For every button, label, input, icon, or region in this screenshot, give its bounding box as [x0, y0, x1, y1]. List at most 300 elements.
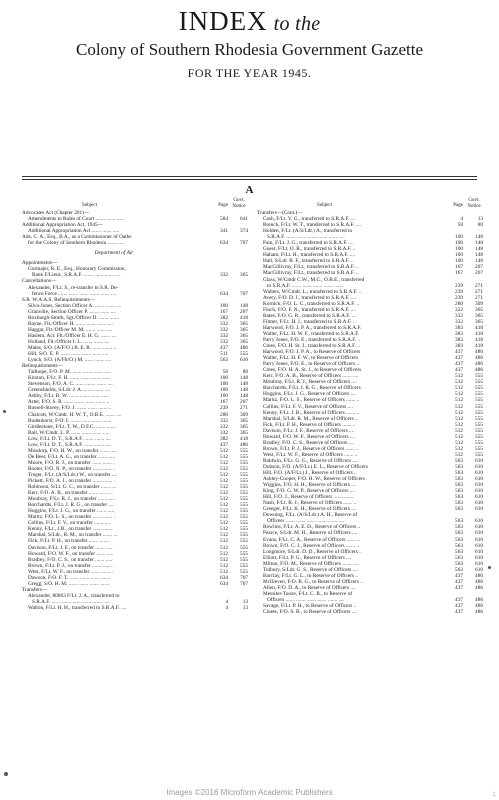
entry-page: 437: [455, 572, 463, 579]
entry-notice: 555: [240, 532, 248, 539]
entry-subject: Cloete, F/O. S. B., to Reserve of Officers ....: [263, 609, 357, 616]
entry-notice: 13: [242, 605, 248, 611]
entry-subject: Kirston, F/Lt. F. H. ....... ....... ....... ......: [28, 375, 110, 382]
entry-subject: Ball, W/Cmdr. L. P. ....... ....... ....... .....: [28, 429, 110, 436]
entry-notice: 365: [240, 417, 248, 424]
copyright-footer: Images ©2016 Microform Academic Publishers: [166, 788, 333, 797]
entry-subject: Collins, F/Lt. F. V., on transfer ....... ....: [28, 520, 110, 527]
entry-subject: Crees, F/O. H. A. St. J., to Reserve of Officers: [263, 367, 362, 374]
entry-page: 4: [460, 216, 463, 223]
entry-page: 437: [455, 349, 463, 356]
entry-subject: Huggins, F/Lt. J. G., on transfer ....... .....: [28, 508, 115, 515]
entry-subject: Granville, Section Officer P. ....... ....... ....: [28, 308, 116, 315]
entry-page: 437: [220, 344, 228, 351]
entry-notice: 555: [240, 490, 248, 497]
colony-title: [0, 39, 499, 61]
entry-page: 437: [455, 367, 463, 374]
entry-page: 332: [220, 417, 228, 424]
scan-speck: [488, 566, 491, 569]
entry-page: 512: [220, 526, 228, 533]
entry-subject: Hill, F/O. (A/F/Lt.) J., Reserve of Officers ..: [263, 470, 357, 477]
entry-page: 563: [455, 494, 463, 501]
entry-subject: Additional Appropriation Act, 1945—: [22, 222, 103, 229]
entry-page: 512: [220, 556, 228, 563]
entry-notice: 148: [240, 302, 248, 309]
entry-page: 512: [220, 465, 228, 472]
entry-notice: 13: [477, 216, 483, 223]
entry-notice: 365: [240, 338, 248, 345]
entry-notice: 610: [475, 566, 483, 573]
entry-subject: Silva-Jones, Section Officer A. ....... ....... ....: [28, 302, 122, 309]
entry-page: 383: [455, 330, 463, 337]
entry-notice: 365: [475, 318, 483, 325]
entry-notice: 418: [240, 435, 248, 442]
entry-notice: 80: [242, 369, 248, 376]
title-block: [0, 8, 499, 81]
entry-notice: 486: [240, 344, 248, 351]
entry-subject: Harwood, F/O. J. P. A., transferred to S.R.A.F.: [263, 324, 362, 331]
entry-subject: Fick, F/Lt. P. H., Reserve of Officers ....... ..: [263, 421, 356, 428]
entry-subject: Appointments—: [22, 260, 58, 267]
page-header: Page: [218, 202, 228, 208]
entry-notice: 365: [475, 312, 483, 319]
entry-subject: Advocates Act (Chapter 201)—: [22, 210, 90, 216]
entry-subject: Brown, F/Lt. P. J., Reserve of Officers ....... ..: [263, 445, 359, 452]
entry-page: 634: [220, 290, 228, 297]
entry-page: 332: [220, 338, 228, 345]
entry-page: 563: [455, 566, 463, 573]
entry-subject: Allen, F/O. D. A., to Reserve of Officers ....: [263, 584, 356, 591]
entry-subject: Officers ....... ....... ....... ....... ....... ....: [267, 597, 344, 603]
entry-notice: 555: [475, 439, 483, 446]
entry-notice: 555: [240, 484, 248, 491]
entry-notice: 610: [475, 524, 483, 531]
entry-notice: 555: [475, 397, 483, 404]
entry-subject: Walters, W/Cmdr. L., transferred to S.R.A.F. ..: [263, 288, 362, 295]
colony-name: Colony of Southern Rhodesia: [75, 40, 278, 59]
entry-notice: 555: [475, 409, 483, 416]
entry-subject: Holland, Flt./Officer I. L. ....... ....... ....: [28, 338, 110, 345]
entry-page: 58: [457, 222, 463, 229]
government-word: Government: [281, 40, 367, 59]
entry-notice: 555: [475, 421, 483, 428]
entry-notice: 555: [240, 508, 248, 515]
entry-notice: 486: [475, 578, 483, 585]
entry-notice: 610: [475, 463, 483, 470]
entry-notice: 486: [475, 597, 483, 603]
entry-subject: Booter, F/O. N. P., on transfer ....... ....... .: [28, 465, 116, 472]
entry-page: 563: [455, 476, 463, 483]
entry-page: 239: [455, 294, 463, 301]
entry-subject: Filmer, F/Lt. H. J., transferred to S.R.A.F. ..: [263, 318, 356, 325]
entry-page: 239: [455, 288, 463, 295]
entry-subject: fence Force ....... ....... ....... ....... ....... ....: [32, 290, 117, 297]
entry-subject: Ade, C. A., Esq., B.A., as a Commissioner of Oaths: [22, 234, 132, 241]
entry-page: 563: [455, 560, 463, 567]
entry-page: 512: [455, 451, 463, 458]
entry-subject: Low, F/Lt. D. T., S.R.A.F. ....... ....... ....: [28, 435, 111, 442]
entry-page: 563: [455, 500, 463, 507]
entry-page: 332: [455, 318, 463, 325]
index-entry: [22, 605, 248, 611]
entry-notice: 148: [240, 393, 248, 400]
entry-notice: 365: [240, 326, 248, 333]
entry-subject: Tailhope, F/O. P. M. ....... ....... ....... .....: [28, 369, 111, 376]
entry-subject: Barclay, F/Lt. G. L., to Reserve of Officers ..: [263, 572, 359, 579]
entry-subject: Downing, F/Lt. (A/S/Ldr.) A. H., Reserve of: [263, 512, 358, 519]
entry-subject: Additional Appropriation Act ....... ....... .....: [28, 228, 120, 235]
entry-page: 512: [220, 484, 228, 491]
entry-notice: 148: [240, 387, 248, 394]
section-letter: A: [245, 184, 254, 196]
entry-subject: Harwood, F/O. J. P. A., to Reserve of Officers: [263, 349, 361, 356]
entry-subject: Cancellations—: [22, 278, 57, 285]
entry-notice: 555: [240, 502, 248, 509]
entry-notice: 418: [475, 324, 483, 331]
entry-page: 512: [220, 502, 228, 509]
entry-page: 512: [455, 427, 463, 434]
entry-notice: 148: [475, 246, 483, 253]
entry-page: 437: [455, 597, 463, 603]
entry-page: 512: [220, 447, 228, 454]
entry-subject: Nash, F/Lt. R. J., Reserve of Officers ....... ..: [263, 500, 357, 507]
entry-subject: Brown, F/Lt. P. J., on transfer ....... ....... .: [28, 562, 115, 569]
entry-page: 100: [220, 375, 228, 382]
entry-notice: 610: [475, 482, 483, 489]
entry-notice: 418: [475, 343, 483, 350]
entry-page: 437: [455, 603, 463, 610]
entry-subject: Hill, F/O. J., Reserve of Officers ....... .......: [263, 494, 354, 501]
entry-notice: 555: [240, 568, 248, 575]
entry-page: 437: [455, 584, 463, 591]
entry-page: 512: [220, 490, 228, 497]
entry-page: 512: [220, 520, 228, 527]
entry-page: 332: [455, 306, 463, 313]
entry-subject: Parry Jones, F/O. E., to Reserve of Officers ..: [263, 361, 360, 368]
entry-notice: 148: [475, 240, 483, 247]
entry-subject: Roxburgh-Smith, Sgt./Officer D. ....... .......: [28, 314, 119, 321]
index-entry: [257, 609, 483, 615]
to-the-word: to the: [273, 13, 321, 35]
entry-subject: De Beer, F/Lt. A. G., on transfer ....... .....: [28, 453, 116, 460]
entry-page: 563: [455, 548, 463, 555]
entry-page: 280: [220, 411, 228, 418]
entry-subject: Gurmajer, R. E., Esq., Honorary Commission,: [28, 266, 126, 273]
entry-notice: 555: [475, 445, 483, 452]
entry-page: 100: [455, 234, 463, 241]
entry-subject: Transfers—(Cont.)—: [257, 210, 303, 216]
entry-page: 437: [220, 441, 228, 448]
entry-subject: Kornick, F/O. L. C., transferred to S.R.A.F. ..: [263, 300, 360, 307]
entry-notice: 374: [240, 228, 248, 235]
entry-notice: 486: [475, 367, 483, 374]
entry-notice: 555: [475, 379, 483, 386]
entry-notice: 555: [240, 351, 248, 358]
entry-subject: Tulbury, S/Ldr. G. S., Reserve of Officers ....: [263, 566, 358, 573]
entry-page: 4: [225, 598, 228, 605]
entry-notice: 13: [242, 598, 248, 605]
entry-notice: 207: [475, 264, 483, 271]
entry-subject: to S.R.A.F. ....... ....... ....... ....... .......: [267, 282, 344, 289]
entry-subject: Crees, F/O. H. St. J., transferred to S.R.A.F. ..: [263, 343, 360, 350]
entry-notice: 148: [475, 234, 483, 241]
scan-speck: [3, 410, 6, 413]
entry-page: 332: [220, 423, 228, 430]
entry-page: 100: [220, 302, 228, 309]
index-word: INDEX: [178, 6, 268, 36]
entry-notice: 707: [240, 580, 248, 587]
entry-notice: 271: [475, 294, 483, 301]
entry-page: 563: [455, 524, 463, 531]
entry-subject: Gregg, S/O. H. M. ....... ....... ....... .......: [28, 580, 110, 587]
entry-subject: Officers ....... ....... ....... ....... ....... ....: [267, 518, 344, 525]
entry-page: 512: [455, 433, 463, 440]
entry-page: 382: [220, 314, 228, 321]
entry-notice: 555: [240, 478, 248, 485]
entry-notice: 486: [475, 609, 483, 616]
entry-notice: 610: [475, 506, 483, 513]
entry-notice: 641: [240, 216, 248, 223]
entry-page: 100: [220, 381, 228, 388]
entry-subject: Howard, F/O. W. F., Reserve of Officers ....: [263, 433, 356, 440]
entry-notice: 555: [240, 496, 248, 503]
entry-page: 512: [220, 508, 228, 515]
page-header: Page: [453, 202, 463, 208]
entry-subject: Holden, F/Lt. (A/S/Ldr.) A., transferred to: [263, 228, 353, 235]
entry-notice: 610: [475, 542, 483, 549]
entry-subject: Haham, F/Lt. H., transferred to S.R.A.F. ....: [263, 252, 355, 259]
entry-subject: McIlleven, F/O. B. G., to Reserve of Officers ..: [263, 578, 364, 585]
entry-notice: 555: [240, 550, 248, 557]
entry-notice: 555: [475, 427, 483, 434]
entry-subject: Treger, F/Lt. (A/S/Ldr.) W., on transfer ....: [28, 471, 118, 478]
entry-subject: Mosdorp, F/O. H. W., on transfer ....... .....: [28, 447, 117, 454]
entry-notice: 418: [475, 330, 483, 337]
entry-notice: 610: [475, 476, 483, 483]
entry-subject: Guest, F/Lt. O. R., transferred to S.R.A.F. ..: [263, 246, 356, 253]
entry-subject: Waller, F/Lt. H. F. W., to Reserve of Officers: [263, 355, 359, 362]
entry-page: 332: [455, 312, 463, 319]
entry-page: 563: [455, 542, 463, 549]
entry-notice: 707: [240, 240, 248, 247]
entry-notice: 555: [240, 556, 248, 563]
column-header: [22, 196, 248, 210]
entry-subject: King, F/O. G. W. P., Reserve of Officers ....: [263, 488, 356, 495]
corner-number: 1: [492, 792, 496, 798]
entry-notice: 555: [240, 459, 248, 466]
entry-subject: Moubray, F/Lt. R. J., Reserve of Officers ....: [263, 379, 357, 386]
entry-notice: 610: [475, 500, 483, 507]
entry-page: 100: [220, 387, 228, 394]
entry-page: 563: [455, 518, 463, 525]
entry-page: 100: [220, 393, 228, 400]
entry-subject: S.R.A.F. ....... ....... ....... ....... ....... ....: [267, 234, 345, 241]
entry-page: 100: [455, 252, 463, 259]
entry-subject: Amendments to Rules of Court ....... ....... ......: [28, 216, 125, 223]
entry-page: 512: [220, 550, 228, 557]
entry-notice: 610: [475, 554, 483, 561]
entry-subject: Maritz, F/O. L. S., Reserve of Officers ....... ..: [263, 397, 360, 404]
entry-subject: Kenny, F/Lt. J. B., Reserve of Officers ....... ..: [263, 409, 360, 416]
entry-notice: 309: [240, 411, 248, 418]
entry-notice: 418: [240, 314, 248, 321]
entry-subject: Marshal, S/Ldr., R. M., on transfer ....... ...: [28, 532, 118, 539]
entry-notice: 610: [475, 560, 483, 567]
entry-page: 512: [455, 409, 463, 416]
entry-subject: Bates, F/O. G. R., transferred to S.R.A.F. ....: [263, 312, 357, 319]
entry-subject: Moore, F/O. R. J., on transfer ....... ....... .: [28, 459, 115, 466]
entry-page: 239: [220, 405, 228, 412]
entry-page: 563: [455, 536, 463, 543]
entry-subject: Finch, F/O. F. N., transferred to S.R.A.F. ....: [263, 306, 357, 313]
entry-notice: 555: [240, 562, 248, 569]
entry-notice: 486: [475, 349, 483, 356]
entry-page: 512: [455, 415, 463, 422]
entry-notice: 610: [475, 530, 483, 537]
entry-page: 563: [455, 470, 463, 477]
entry-subject: Haslem, Act. Flt./Officer E. H. G. ....... ....: [28, 332, 117, 339]
entry-subject: Kerr, F/O. A. B., Reserve of Officers ....... ....: [263, 373, 359, 380]
entry-page: 563: [455, 457, 463, 464]
entry-subject: Glass, W/Cmdr C.W., M.C., O.B.E., transferred: [263, 276, 365, 283]
entry-notice: 555: [475, 415, 483, 422]
entry-subject: Alexander, 80063 F/Lt. J. A., transferred to: [28, 592, 120, 599]
subject-header: Subject: [82, 202, 97, 208]
entry-notice: 365: [240, 272, 248, 279]
entry-subject: Rowlins, F/Lt. A. E. D., Reserve of Officers ..: [263, 524, 361, 531]
entry-page: 100: [455, 246, 463, 253]
entry-notice: 365: [240, 429, 248, 436]
entry-subject: Davison, F/Lt. J. F., on transfer ....... .....: [28, 544, 113, 551]
entry-subject: S.R.A.F. ....... ....... ....... ....... ....... ....: [32, 598, 110, 605]
entry-page: 563: [455, 530, 463, 537]
entry-notice: 610: [475, 494, 483, 501]
entry-page: 4: [225, 605, 228, 611]
entry-subject: Borchardts, F/Lt. J. R. G., on transfer ....: [28, 502, 114, 509]
entry-page: 563: [455, 463, 463, 470]
entry-subject: for the Colony of Southern Rhodesia ....... .....: [28, 240, 125, 247]
entry-subject: Moubray, F/Lt. R. J., on transfer ....... .....: [28, 496, 116, 503]
entry-subject: Dawson, F/O. F. T. ....... ....... ....... .......: [28, 574, 111, 581]
entry-page: 383: [455, 343, 463, 350]
entry-subject: Department of Air: [94, 250, 134, 257]
entry-page: 512: [455, 421, 463, 428]
entry-notice: 610: [475, 457, 483, 464]
entry-page: 383: [455, 324, 463, 331]
entry-notice: 148: [240, 375, 248, 382]
entry-subject: Ashby, F/Lt. R. W. ....... ....... ....... ......: [28, 393, 109, 400]
entry-page: 634: [220, 574, 228, 581]
gazette-word: Gazette: [371, 40, 424, 59]
entry-notice: 555: [475, 433, 483, 440]
entry-page: 239: [455, 282, 463, 289]
entry-subject: Pickett, F/O. A. J., on transfer ....... ....... .: [28, 478, 116, 485]
entry-subject: Borchardts, F/Lt. J. R. G., Reserve of Officers: [263, 385, 361, 392]
entry-page: 634: [220, 240, 228, 247]
title-rule-top: [22, 176, 477, 177]
entry-subject: Haggar, Flt./Officer M. M. ....... ....... ....: [28, 326, 113, 333]
entry-page: 382: [220, 435, 228, 442]
entry-page: 511: [220, 351, 228, 358]
entry-subject: Pearce, S/Ldr. M. H., Reserve of Officers ....: [263, 530, 358, 537]
entry-subject: Low, F/Lt. D. T., S.R.A.F. ....... ....... ....: [28, 441, 111, 448]
entry-subject: Messiter-Tooze, F/Lt. C. R., to Reserve of: [263, 590, 353, 597]
left-column: [22, 196, 248, 611]
entry-notice: 610: [475, 536, 483, 543]
entry-subject: Kenny, F/Lt., J.B., on transfer ....... .......: [28, 526, 113, 533]
entry-subject: Males, S/O. (A/F/O.) B. E. R. ....... ....... ..: [28, 344, 117, 351]
entry-page: 512: [220, 562, 228, 569]
entry-notice: 148: [475, 258, 483, 265]
entry-notice: 486: [475, 361, 483, 368]
entry-notice: 365: [240, 320, 248, 327]
entry-page: 563: [455, 488, 463, 495]
entry-page: 332: [220, 429, 228, 436]
entry-page: 167: [455, 270, 463, 277]
entry-notice: 486: [475, 603, 483, 610]
entry-notice: 486: [475, 584, 483, 591]
entry-page: 563: [455, 506, 463, 513]
entry-notice: 207: [240, 308, 248, 315]
entry-page: 512: [455, 397, 463, 404]
entry-subject: Waller, F/Lt. H. W. F., transferred to S.R.A.F.: [263, 330, 360, 337]
notice-header: Govt. Notice: [467, 198, 481, 209]
entry-page: 437: [455, 361, 463, 368]
entry-notice: 555: [475, 451, 483, 458]
entry-notice: 148: [240, 381, 248, 388]
entry-notice: 486: [475, 355, 483, 362]
entry-notice: 555: [240, 538, 248, 545]
entry-subject: Ashley-Cooper, F/O. H. W., Reserve of Officers: [263, 476, 365, 483]
entry-page: 332: [220, 272, 228, 279]
entry-subject: Hill, S/O. E. P. ....... ....... ....... ....... ....: [28, 351, 109, 358]
entry-notice: 486: [475, 572, 483, 579]
entry-page: 332: [220, 332, 228, 339]
entry-notice: 555: [240, 465, 248, 472]
entry-notice: 486: [240, 441, 248, 448]
entry-notice: 365: [240, 423, 248, 430]
entry-notice: 207: [475, 270, 483, 277]
entry-subject: Elliott, F/Lt. P. G., Reserve of Officers ....: [263, 554, 352, 561]
entry-subject: Walton, F/Lt. H. H., transferred to S.R.A.F. ....: [28, 605, 127, 611]
entry-subject: Milton, F/O. M., Reserve of Officers ....... ....: [263, 560, 359, 567]
subject-header: Subject: [317, 202, 332, 208]
entry-notice: 610: [475, 470, 483, 477]
entry-subject: Lynch, S/O. (A/Flt/O.) M. ....... ....... ....: [28, 357, 112, 364]
entry-notice: 555: [475, 373, 483, 380]
entry-page: 512: [220, 459, 228, 466]
entry-notice: 555: [240, 453, 248, 460]
index-title: [0, 8, 499, 37]
entry-page: 512: [455, 445, 463, 452]
entry-page: 100: [455, 258, 463, 265]
entry-subject: Wiggins, F/O. H. H., Reserve of Officers ....: [263, 482, 357, 489]
entry-subject: Evans, F/Lt. C. A., Reserve of Officers ....... ..: [263, 536, 360, 543]
entry-subject: Parry Jones, F/O. E., transferred to S.R.A.F. ..: [263, 336, 361, 343]
entry-subject: Alexander, F/Lt. S., re-transfer to S.R. De-: [28, 284, 119, 291]
entry-subject: Girdlestone, F/Lt. T. W., D.F.C. ....... .......: [28, 423, 116, 430]
entry-notice: 555: [240, 447, 248, 454]
entry-subject: Chalcott, W/Cmdr. H. W. T., O.B.E. ....... ....: [28, 411, 122, 418]
entry-notice: 271: [475, 288, 483, 295]
entry-subject: Greenshields, S/Ldr. J. A. ....... ....... ....: [28, 387, 111, 394]
entry-subject: Brench, F/Lt. W. T., transferred to S.R.A.F. ....: [263, 222, 361, 229]
entry-subject: MacGillivray, F/Lt., transferred to S.R.A.F. ..: [263, 270, 359, 277]
entry-page: 167: [220, 308, 228, 315]
entry-page: 512: [220, 471, 228, 478]
year-title: FOR THE YEAR 1945.: [187, 66, 312, 80]
entry-subject: Bradley, F/O. C. S., on transfer ....... .....: [28, 556, 113, 563]
